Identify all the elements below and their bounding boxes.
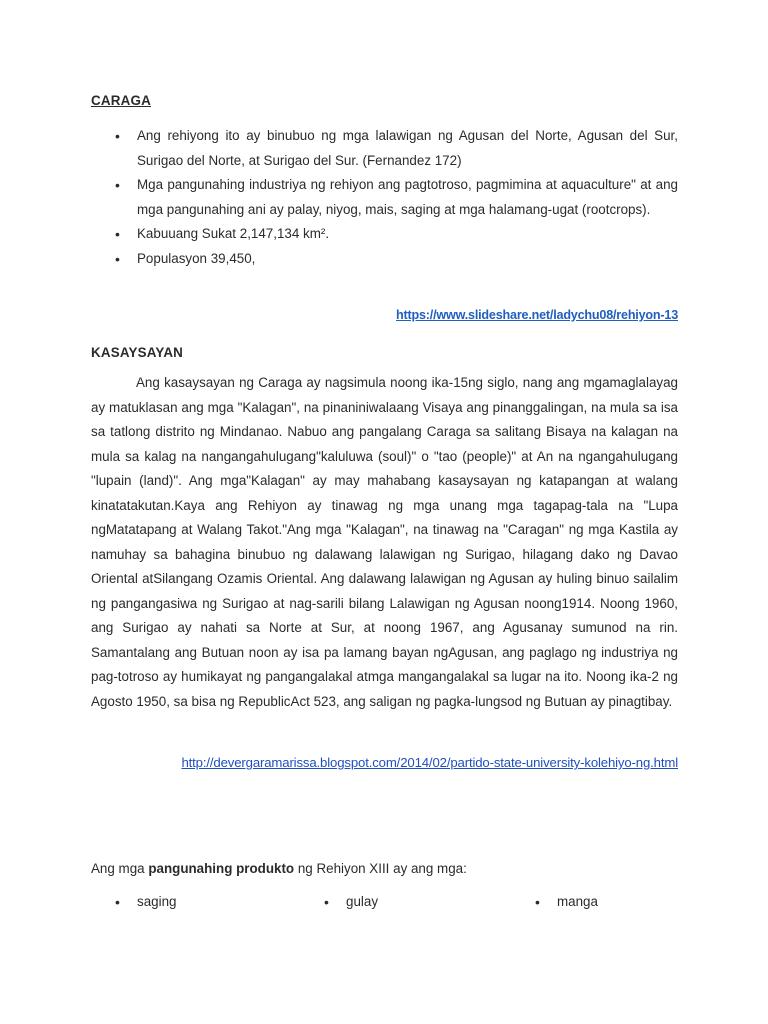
- list-item: • saging: [137, 890, 176, 915]
- list-item: • manga: [557, 890, 598, 915]
- list-item: [137, 173, 678, 222]
- source-link-blogspot[interactable]: http://devergaramarissa.blogspot.com/2014/02/partido-state-university-kolehiyo-ng.html: [181, 755, 678, 770]
- list-item: [137, 222, 678, 247]
- source-link-slideshare[interactable]: https://www.slideshare.net/ladychu08/rehiyon-13: [396, 308, 678, 322]
- caraga-bullet-list: [137, 124, 678, 271]
- products-intro-bold: pangunahing produkto: [148, 861, 295, 876]
- list-item: [137, 124, 678, 173]
- heading-caraga: CARAGA: [91, 93, 151, 108]
- products-intro-before: Ang mga: [91, 861, 149, 876]
- list-item: • gulay: [346, 890, 378, 915]
- bullet-text: • Ang rehiyong ito ay binubuo ng mga lalawigan ng Agusan del Norte, Agusan del Sur, Surigao del Norte, at Surigao del Sur. (Fernandez 172): [137, 128, 678, 168]
- list-item: [137, 247, 678, 272]
- bullet-text: • Mga pangunahing industriya ng rehiyon ang pagtotroso, pagmimina at aquaculture" at ang mga pangunahing ani ay palay, niyog, mais, saging at mga halamang-ugat (rootcrops).: [137, 177, 678, 217]
- products-intro: [91, 857, 467, 882]
- products-intro-after: ng Rehiyon XIII ay ang mga:: [294, 861, 467, 876]
- bullet-text: • Kabuuang Sukat 2,147,134 km².: [137, 226, 330, 241]
- bullet-text: • Populasyon 39,450,: [137, 250, 256, 266]
- history-paragraph: Ang kasaysayan ng Caraga ay nagsimula noong ika-15ng siglo, nang ang mgamaglalayag ay matuklasan ang mga "Kalagan", na pinaniniwalaang Visaya ang pinanggalingan, na mula sa isa sa tatlong distrito ng Mindanao. Nabuo ang pangalang Caraga sa salitang Bisaya na kalagan na mula sa kalag na nangangahulugang"kaluluwa (soul)" o "tao (people)" at An na ngangahulugang "lupain (land)". Ang mga"Kalagan" ay may mahabang kasaysayan ng katapangan at walang kinatatakutan.Kaya ang Rehiyon ay tinawag ng mga unang mga tagapag-tala na "Lupa ngMatatapang at Walang Takot."Ang mga "Kalagan", na tinawag na "Caragan" ng mga Kastila ay namuhay sa bahagina binubuo ng dalawang lalawigan ng Surigao, hilagang dako ng Davao Oriental atSilangang Ozamis Oriental. Ang dalawang lalawigan ng Agusan ay huling binuo sailalim ng pangangasiwa ng Surigao at nag-sarili bilang Lalawigan ng Agusan noong1914. Noong 1960, ang Surigao ay nahati sa Norte at Sur, at noong 1967, ang Agusanay sumunod na rin. Samantalang ang Butuan noon ay isa pa lamang bayan ngAgusan, ang paglago ng industriya ng pag-totroso ay humikayat ng pangangalakal atmga mangangalakal sa lugar na ito. Noong ika-2 ng Agosto 1950, sa bisa ng RepublicAct 523, ang saligan ng pagka-lungsod ng Butuan ay pinagtibay.: [91, 375, 678, 709]
- heading-kasaysayan: KASAYSAYAN: [91, 345, 184, 360]
